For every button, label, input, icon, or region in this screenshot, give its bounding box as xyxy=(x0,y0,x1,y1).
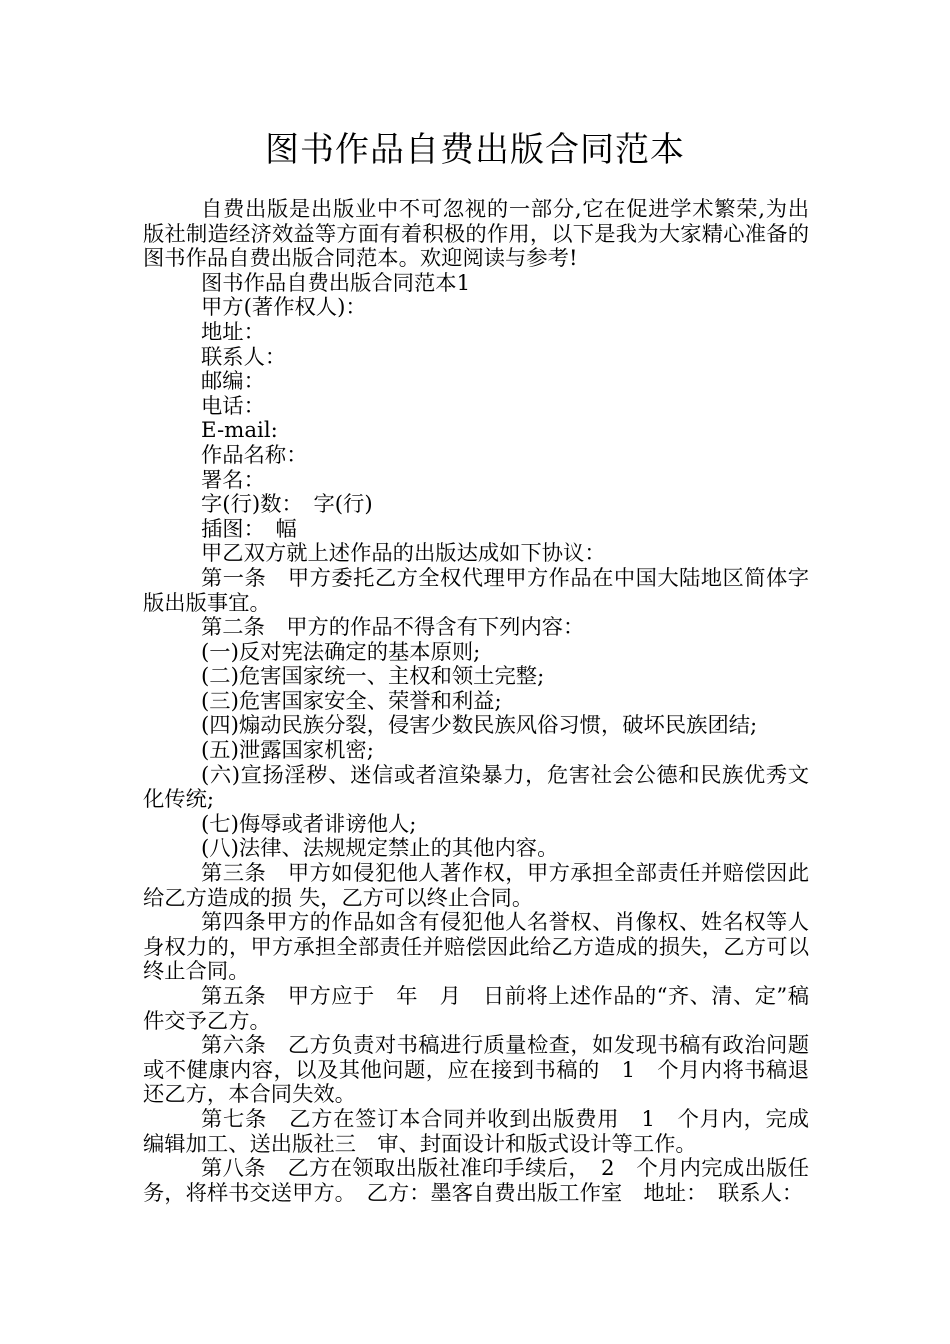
clause-6: 第六条 乙方负责对书稿进行质量检查，如发现书稿有政治问题或不健康内容，以及其他问题，应在接到书稿的 1 个月内将书稿退还乙方，本合同失效。 xyxy=(143,1033,809,1108)
clause-8: 第八条 乙方在领取出版社准印手续后， 2 个月内完成出版任务，将样书交送甲方。 乙方：墨客自费出版工作室 地址： 联系人： xyxy=(143,1156,809,1206)
clause-1: 第一条 甲方委托乙方全权代理甲方作品在中国大陆地区简体字版出版事宜。 xyxy=(143,565,809,616)
email-field-label: E-mail: xyxy=(201,418,278,444)
document-body xyxy=(143,198,809,1206)
intro-paragraph: 自费出版是出版业中不可忽视的一部分,它在促进学术繁荣,为出版社制造经济效益等方面有着积极的作用，以下是我为大家精心准备的图书作品自费出版合同范本。欢迎阅读与参考! xyxy=(143,197,809,272)
clause-4: 第四条甲方的作品如含有侵犯他人名誉权、肖像权、姓名权等人身权力的，甲方承担全部责任并赔偿因此给乙方造成的损失，乙方可以终止合同。 xyxy=(143,910,809,985)
agreement-intro: 甲乙双方就上述作品的出版达成如下协议： xyxy=(201,541,606,567)
party-a-label: 甲方(著作权人)： xyxy=(201,295,367,321)
clause-7: 第七条 乙方在签订本合同并收到出版费用 1 个月内，完成编辑加工、送出版社三 审、封面设计和版式设计等工作。 xyxy=(143,1106,809,1157)
contract-heading: 图书作品自费出版合同范本1 xyxy=(201,270,471,296)
work-title-field-label: 作品名称： xyxy=(201,442,308,468)
clause-2: 第二条 甲方的作品不得含有下列内容： xyxy=(201,615,585,641)
phone-field-label: 电话： xyxy=(201,393,265,419)
clause-2-item-8: (八)法律、法规规定禁止的其他内容。 xyxy=(201,836,559,862)
clause-2-item-6: (六)宣扬淫秽、迷信或者渲染暴力，危害社会公德和民族优秀文化传统; xyxy=(143,762,809,813)
postcode-field-label: 邮编： xyxy=(201,369,265,395)
clause-2-item-4: (四)煽动民族分裂，侵害少数民族风俗习惯，破坏民族团结; xyxy=(201,713,758,739)
clause-2-item-3: (三)危害国家安全、荣誉和利益; xyxy=(201,688,502,714)
word-count-field-label: 字(行)数： 字(行) xyxy=(201,492,373,518)
clause-2-item-2: (二)危害国家统一、主权和领土完整; xyxy=(201,664,545,690)
contact-field-label: 联系人： xyxy=(201,344,287,370)
byline-field-label: 署名： xyxy=(201,467,265,493)
clause-2-item-1: (一)反对宪法确定的基本原则; xyxy=(201,639,481,665)
clause-2-item-7: (七)侮辱或者诽谤他人; xyxy=(201,811,417,837)
clause-5: 第五条 甲方应于 年 月 日前将上述作品的“齐、清、定”稿件交予乙方。 xyxy=(143,984,809,1034)
clause-3: 第三条 甲方如侵犯他人著作权，甲方承担全部责任并赔偿因此给乙方造成的损 失，乙方可以终止合同。 xyxy=(143,861,809,911)
document-title: 图书作品自费出版合同范本 xyxy=(265,130,685,170)
illustrations-field-label: 插图： 幅 xyxy=(201,516,297,542)
clause-2-item-5: (五)泄露国家机密; xyxy=(201,738,374,764)
address-field-label: 地址： xyxy=(201,319,265,345)
